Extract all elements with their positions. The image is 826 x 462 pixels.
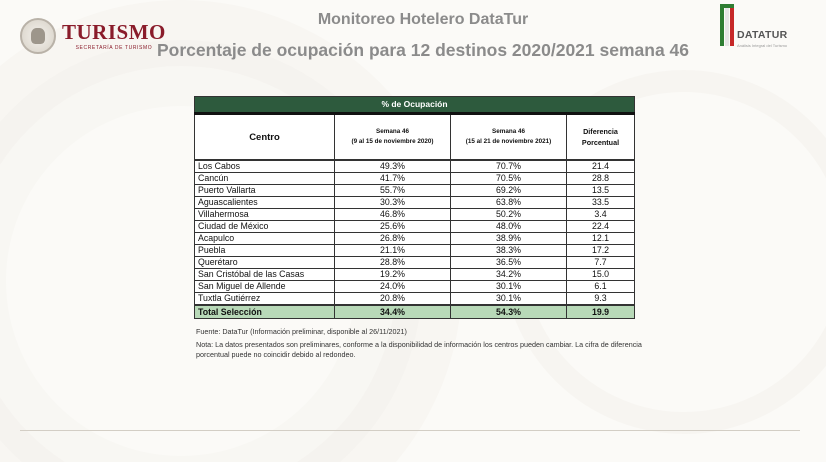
cell-2020: 41.7% — [335, 173, 451, 185]
cell-2020: 24.0% — [335, 281, 451, 293]
cell-2020: 46.8% — [335, 209, 451, 221]
disclaimer-note: Nota: La datos presentados son preliminares, conforme a la disponibilidad de información los centros pueden cambiar. La cifra de diferencia porcentual puede no coincidir debido al redondeo. — [196, 339, 642, 359]
cell-2021: 48.0% — [451, 221, 567, 233]
column-header-2020: Semana 46 (9 al 15 de noviembre 2020) — [335, 114, 451, 161]
cell-2020: 26.8% — [335, 233, 451, 245]
cell-diff: 13.5 — [567, 185, 635, 197]
cell-centro: Tuxtla Gutiérrez — [195, 293, 335, 306]
column-header-2021: Semana 46 (15 al 21 de noviembre 2021) — [451, 114, 567, 161]
table-row — [195, 281, 635, 293]
cell-diff: 15.0 — [567, 269, 635, 281]
occupancy-table — [194, 96, 635, 319]
table-row — [195, 173, 635, 185]
cell-diff: 6.1 — [567, 281, 635, 293]
datatur-name: DATATUR — [737, 29, 788, 41]
datatur-subtitle: Análisis Integral del Turismo — [737, 43, 788, 48]
table-row — [195, 245, 635, 257]
cell-2020: 30.3% — [335, 197, 451, 209]
total-row — [195, 305, 635, 319]
cell-diff: 3.4 — [567, 209, 635, 221]
table-caption: % de Ocupación — [195, 97, 635, 114]
cell-diff: 7.7 — [567, 257, 635, 269]
table-row — [195, 160, 635, 173]
divider — [20, 430, 800, 431]
occupancy-table-container — [194, 96, 634, 319]
cell-diff: 33.5 — [567, 197, 635, 209]
table-row — [195, 185, 635, 197]
datatur-logo — [713, 8, 817, 52]
cell-2021: 50.2% — [451, 209, 567, 221]
column-header-diferencia: Diferencia Porcentual — [567, 114, 635, 161]
table-row — [195, 209, 635, 221]
table-row — [195, 293, 635, 306]
cell-diff: 9.3 — [567, 293, 635, 306]
cell-2020: 21.1% — [335, 245, 451, 257]
cell-centro: Ciudad de México — [195, 221, 335, 233]
cell-centro: Acapulco — [195, 233, 335, 245]
cell-2021: 63.8% — [451, 197, 567, 209]
cell-centro: Cancún — [195, 173, 335, 185]
cell-diff: 28.8 — [567, 173, 635, 185]
cell-2021: 38.3% — [451, 245, 567, 257]
table-row — [195, 197, 635, 209]
cell-centro: Puebla — [195, 245, 335, 257]
cell-diff: 21.4 — [567, 160, 635, 173]
cell-2020: 25.6% — [335, 221, 451, 233]
cell-2021: 30.1% — [451, 293, 567, 306]
cell-diff: 12.1 — [567, 233, 635, 245]
cell-2020: 34.4% — [335, 305, 451, 319]
cell-centro: Villahermosa — [195, 209, 335, 221]
brand-name: TURISMO — [62, 19, 166, 44]
cell-centro: San Miguel de Allende — [195, 281, 335, 293]
cell-2021: 69.2% — [451, 185, 567, 197]
column-header-centro: Centro — [195, 114, 335, 161]
cell-2020: 49.3% — [335, 160, 451, 173]
cell-centro: San Cristóbal de las Casas — [195, 269, 335, 281]
flag-icon — [720, 8, 724, 46]
cell-2020: 20.8% — [335, 293, 451, 306]
cell-centro: Puerto Vallarta — [195, 185, 335, 197]
cell-diff: 22.4 — [567, 221, 635, 233]
cell-2021: 34.2% — [451, 269, 567, 281]
cell-centro: Los Cabos — [195, 160, 335, 173]
cell-2020: 19.2% — [335, 269, 451, 281]
brand-subtitle: SECRETARÍA DE TURISMO — [75, 44, 153, 51]
table-row — [195, 233, 635, 245]
cell-2020: 55.7% — [335, 185, 451, 197]
cell-2021: 70.5% — [451, 173, 567, 185]
cell-diff: 17.2 — [567, 245, 635, 257]
cell-2020: 28.8% — [335, 257, 451, 269]
table-row — [195, 257, 635, 269]
cell-diff: 19.9 — [567, 305, 635, 319]
cell-centro: Total Selección — [195, 305, 335, 319]
cell-2021: 38.9% — [451, 233, 567, 245]
cell-centro: Querétaro — [195, 257, 335, 269]
cell-2021: 70.7% — [451, 160, 567, 173]
table-notes — [196, 327, 656, 363]
cell-2021: 36.5% — [451, 257, 567, 269]
cell-centro: Aguascalientes — [195, 197, 335, 209]
page-title: Monitoreo Hotelero DataTur — [317, 11, 529, 28]
table-row — [195, 269, 635, 281]
source-note: Fuente: DataTur (Información preliminar, disponible al 26/11/2021) — [196, 327, 407, 336]
cell-2021: 54.3% — [451, 305, 567, 319]
cell-2021: 30.1% — [451, 281, 567, 293]
table-row — [195, 221, 635, 233]
page-subtitle: Porcentaje de ocupación para 12 destinos 2020/2021 semana 46 — [156, 40, 690, 60]
